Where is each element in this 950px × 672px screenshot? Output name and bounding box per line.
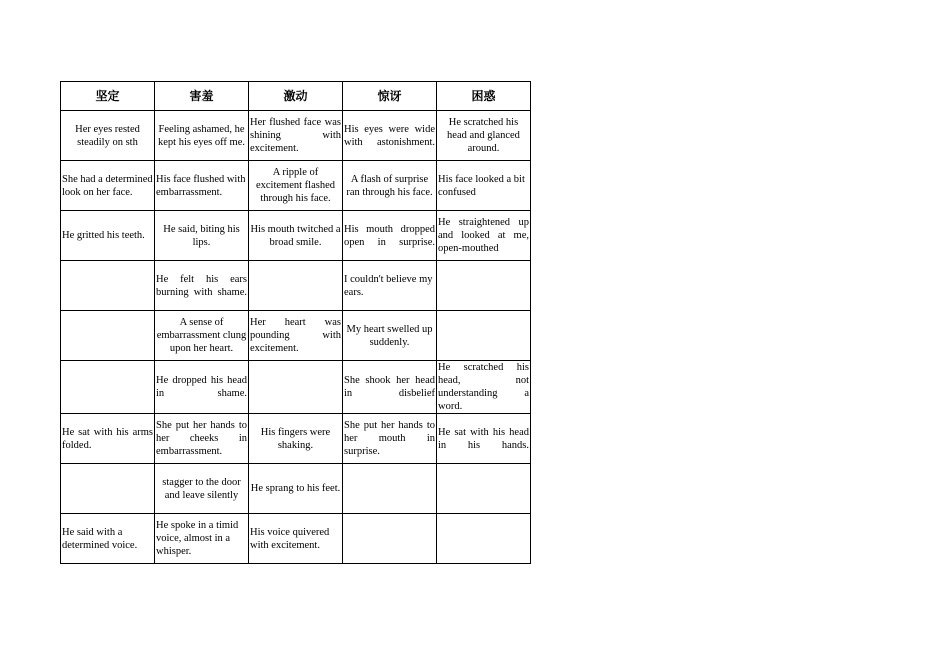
table-cell <box>249 261 343 311</box>
table-cell <box>437 311 531 361</box>
table-cell: His eyes were wide with astonishment. <box>343 111 437 161</box>
table-cell <box>437 464 531 514</box>
table-cell: He dropped his head in shame. <box>155 361 249 414</box>
table-cell <box>61 261 155 311</box>
table-cell: He sat with his head in his hands. <box>437 414 531 464</box>
table-cell: Feeling ashamed, he kept his eyes off me. <box>155 111 249 161</box>
table-cell <box>437 514 531 564</box>
table-row <box>61 361 531 414</box>
table-row <box>61 111 531 161</box>
table-cell: He scratched his head, not understanding a word. <box>438 362 529 412</box>
table-cell <box>61 464 155 514</box>
table-cell <box>249 361 343 414</box>
header-cell: 坚定 <box>61 82 155 111</box>
table-cell: He said with a determined voice. <box>61 514 155 564</box>
header-cell: 惊讶 <box>343 82 437 111</box>
table-row <box>61 464 531 514</box>
table-row <box>61 211 531 261</box>
table-cell: His voice quivered with excitement. <box>249 514 343 564</box>
table-row <box>61 261 531 311</box>
header-cell: 害羞 <box>155 82 249 111</box>
table-cell <box>343 464 437 514</box>
emotion-expression-table <box>60 81 531 564</box>
table-cell: He spoke in a timid voice, almost in a whisper. <box>155 514 249 564</box>
table-row <box>61 311 531 361</box>
table-row <box>61 414 531 464</box>
table-cell: He straightened up and looked at me, open-mouthed <box>437 211 531 261</box>
table-cell: His mouth twitched a broad smile. <box>249 211 343 261</box>
table-cell: Her eyes rested steadily on sth <box>61 111 155 161</box>
table-cell: He felt his ears burning with shame. <box>155 261 249 311</box>
header-cell: 困惑 <box>437 82 531 111</box>
table-cell: She shook her head in disbelief <box>343 361 437 414</box>
table-cell: A flash of surprise ran through his face. <box>343 161 437 211</box>
table-cell: He sprang to his feet. <box>249 464 343 514</box>
table-cell <box>61 311 155 361</box>
table-cell <box>61 361 155 414</box>
table-cell: He said, biting his lips. <box>155 211 249 261</box>
header-row <box>61 82 531 111</box>
table-cell: He scratched his head and glanced around. <box>437 111 531 161</box>
table-cell: stagger to the door and leave silently <box>155 464 249 514</box>
table-cell: A sense of embarrassment clung upon her heart. <box>155 311 249 361</box>
table-cell: My heart swelled up suddenly. <box>343 311 437 361</box>
table-cell: He sat with his arms folded. <box>61 414 155 464</box>
table-cell: She had a determined look on her face. <box>61 161 155 211</box>
table-cell <box>343 514 437 564</box>
table-cell: His fingers were shaking. <box>249 414 343 464</box>
table-cell: His face looked a bit confused <box>437 161 531 211</box>
table-cell: I couldn't believe my ears. <box>343 261 437 311</box>
table-cell: Her heart was pounding with excitement. <box>249 311 343 361</box>
table-cell: He gritted his teeth. <box>61 211 155 261</box>
table-cell: She put her hands to her cheeks in embarrassment. <box>155 414 249 464</box>
table-cell: Her flushed face was shining with excitement. <box>249 111 343 161</box>
table-cell: She put her hands to her mouth in surprise. <box>343 414 437 464</box>
table-cell: A ripple of excitement flashed through his face. <box>249 161 343 211</box>
table-cell: His mouth dropped open in surprise. <box>343 211 437 261</box>
table-row <box>61 514 531 564</box>
header-cell: 激动 <box>249 82 343 111</box>
table-cell <box>437 261 531 311</box>
table-cell: His face flushed with embarrassment. <box>155 161 249 211</box>
table-row <box>61 161 531 211</box>
